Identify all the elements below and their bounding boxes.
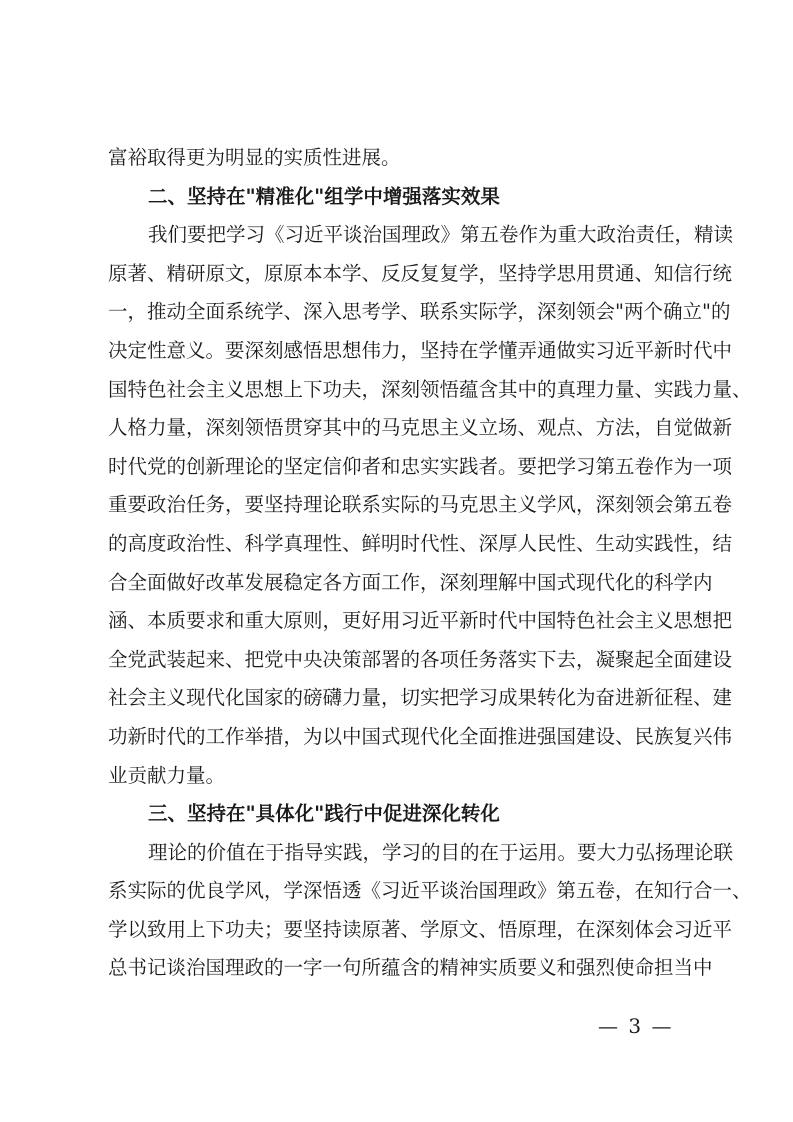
text-line: 重要政治任务，要坚持理论联系实际的马克思主义学风，深刻领会第五卷 bbox=[108, 493, 733, 517]
heading-text: 三、坚持在"具体化"践行中促进深化转化 bbox=[148, 802, 500, 826]
text-line: 业贡献力量。 bbox=[108, 763, 226, 787]
text-line: 系实际的优良学风，学深悟透《习近平谈治国理政》第五卷，在知行合一、 bbox=[108, 879, 752, 903]
text-line: 社会主义现代化国家的磅礴力量，切实把学习成果转化为奋进新征程、建 bbox=[108, 686, 733, 710]
text-line: 我们要把学习《习近平谈治国理政》第五卷作为重大政治责任，精读 bbox=[148, 223, 734, 247]
paragraph bbox=[108, 834, 752, 988]
text-line: 理论的价值在于指导实践，学习的目的在于运用。要大力弘扬理论联 bbox=[148, 840, 734, 864]
text-line: 涵、本质要求和重大原则，更好用习近平新时代中国特色社会主义思想把 bbox=[108, 609, 733, 633]
text-line: 功新时代的工作举措，为以中国式现代化全面推进强国建设、民族复兴伟 bbox=[108, 724, 733, 748]
text-line: 原著、精研原文，原原本本学、反反复复学，坚持学思用贯通、知信行统 bbox=[108, 261, 733, 285]
text-line: 总书记谈治国理政的一字一句所蕴含的精神实质要义和强烈使命担当中 bbox=[108, 956, 713, 980]
section-heading bbox=[108, 795, 688, 834]
text-line: 合全面做好改革发展稳定各方面工作，深刻理解中国式现代化的科学内 bbox=[108, 570, 713, 594]
text-line: 一，推动全面系统学、深入思考学、联系实际学，深刻领会"两个确立"的 bbox=[108, 300, 731, 324]
text-line: 国特色社会主义思想上下功夫，深刻领悟蕴含其中的真理力量、实践力量、 bbox=[108, 377, 752, 401]
text-line: 全党武装起来、把党中央决策部署的各项任务落实下去，凝聚起全面建设 bbox=[108, 647, 733, 671]
document-body bbox=[108, 139, 752, 988]
text-line: 的高度政治性、科学真理性、鲜明时代性、深厚人民性、生动实践性，结 bbox=[108, 531, 733, 555]
paragraph bbox=[108, 216, 752, 795]
heading-text: 二、坚持在"精准化"组学中增强落实效果 bbox=[148, 184, 500, 208]
text-line: 人格力量，深刻领悟贯穿其中的马克思主义立场、观点、方法，自觉做新 bbox=[108, 416, 733, 440]
text-line: 决定性意义。要深刻感悟思想伟力，坚持在学懂弄通做实习近平新时代中 bbox=[108, 338, 733, 362]
text-line: 富裕取得更为明显的实质性进展。 bbox=[108, 146, 401, 169]
page-number: — 3 — bbox=[598, 1014, 674, 1038]
text-line: 学以致用上下功夫；要坚持读原著、学原文、悟原理，在深刻体会习近平 bbox=[108, 917, 733, 941]
paragraph bbox=[108, 139, 688, 178]
section-heading bbox=[108, 178, 688, 217]
text-line: 时代党的创新理论的坚定信仰者和忠实实践者。要把学习第五卷作为一项 bbox=[108, 454, 733, 478]
